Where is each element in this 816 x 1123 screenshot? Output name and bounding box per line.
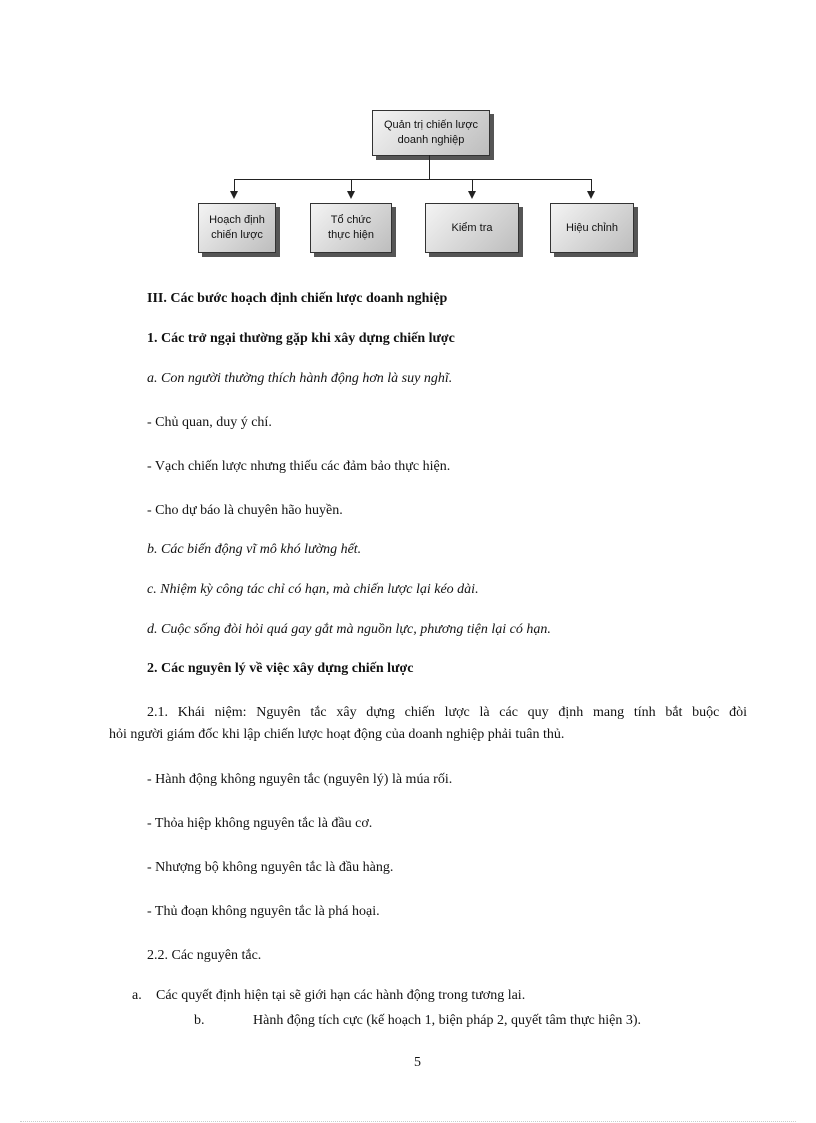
diagram-arrow (347, 191, 355, 199)
subsection-heading-2: 2. Các nguyên lý về việc xây dựng chiến lược (147, 661, 414, 676)
diagram-child-box (550, 203, 634, 253)
list-marker-a: a. (132, 988, 142, 1003)
diagram-arrow (587, 191, 595, 199)
concept-paragraph-line2: hỏi người giám đốc khi lập chiến lược hoạt động của doanh nghiệp phải tuân thủ. (109, 727, 565, 742)
diagram-arrow (230, 191, 238, 199)
point-c: c. Nhiệm kỳ công tác chỉ có hạn, mà chiến lược lại kéo dài. (147, 582, 479, 597)
diagram-root-box (372, 110, 490, 156)
diagram-child-box (198, 203, 276, 253)
diagram-child-label: Tổ chức thực hiện (328, 214, 374, 241)
point-a: a. Con người thường thích hành động hơn là suy nghĩ. (147, 371, 453, 386)
bullet-item: - Nhượng bộ không nguyên tắc là đầu hàng. (147, 860, 394, 875)
point-b: b. Các biến động vĩ mô khó lường hết. (147, 542, 362, 557)
point-d: d. Cuộc sống đòi hỏi quá gay gắt mà nguồn lực, phương tiện lại có hạn. (147, 622, 551, 637)
principles-heading: 2.2. Các nguyên tắc. (147, 948, 262, 963)
diagram-root-label: Quản trị chiến lược doanh nghiệp (383, 119, 479, 146)
diagram-connector (591, 179, 592, 191)
diagram-child-label: Kiểm tra (451, 221, 493, 234)
diagram-child-label: Hiệu chỉnh (566, 221, 618, 234)
bullet-item: - Hành động không nguyên tắc (nguyên lý) là múa rối. (147, 772, 453, 787)
diagram-connector-horizontal (234, 179, 592, 180)
subsection-heading-1: 1. Các trở ngại thường gặp khi xây dựng chiến lược (147, 331, 455, 346)
diagram-child-box (310, 203, 392, 253)
diagram-arrow (468, 191, 476, 199)
bullet-item: - Thỏa hiệp không nguyên tắc là đầu cơ. (147, 816, 373, 831)
diagram-connector (234, 179, 235, 191)
diagram-connector-vertical (429, 155, 430, 179)
bullet-item: - Thủ đoạn không nguyên tắc là phá hoại. (147, 904, 380, 919)
page-bottom-divider (20, 1121, 796, 1122)
bullet-item: - Vạch chiến lược nhưng thiếu các đảm bảo thực hiện. (147, 459, 451, 474)
list-item-b: Hành động tích cực (kế hoạch 1, biện pháp 2, quyết tâm thực hiện 3). (253, 1013, 642, 1028)
concept-paragraph-line1: 2.1. Khái niệm: Nguyên tắc xây dựng chiến lược là các quy định mang tính bắt buộc đòi (147, 705, 747, 720)
list-marker-b: b. (194, 1013, 205, 1028)
bullet-item: - Chủ quan, duy ý chí. (147, 415, 272, 430)
diagram-child-box (425, 203, 519, 253)
list-item-a: Các quyết định hiện tại sẽ giới hạn các hành động trong tương lai. (156, 988, 526, 1003)
diagram-child-label: Hoạch định chiến lược (209, 214, 265, 241)
bullet-item: - Cho dự báo là chuyên hão huyền. (147, 503, 343, 518)
section-heading: III. Các bước hoạch định chiến lược doanh nghiệp (147, 291, 448, 306)
diagram-connector (472, 179, 473, 191)
strategy-management-diagram (190, 105, 650, 265)
page-number: 5 (414, 1055, 421, 1070)
diagram-connector (351, 179, 352, 191)
